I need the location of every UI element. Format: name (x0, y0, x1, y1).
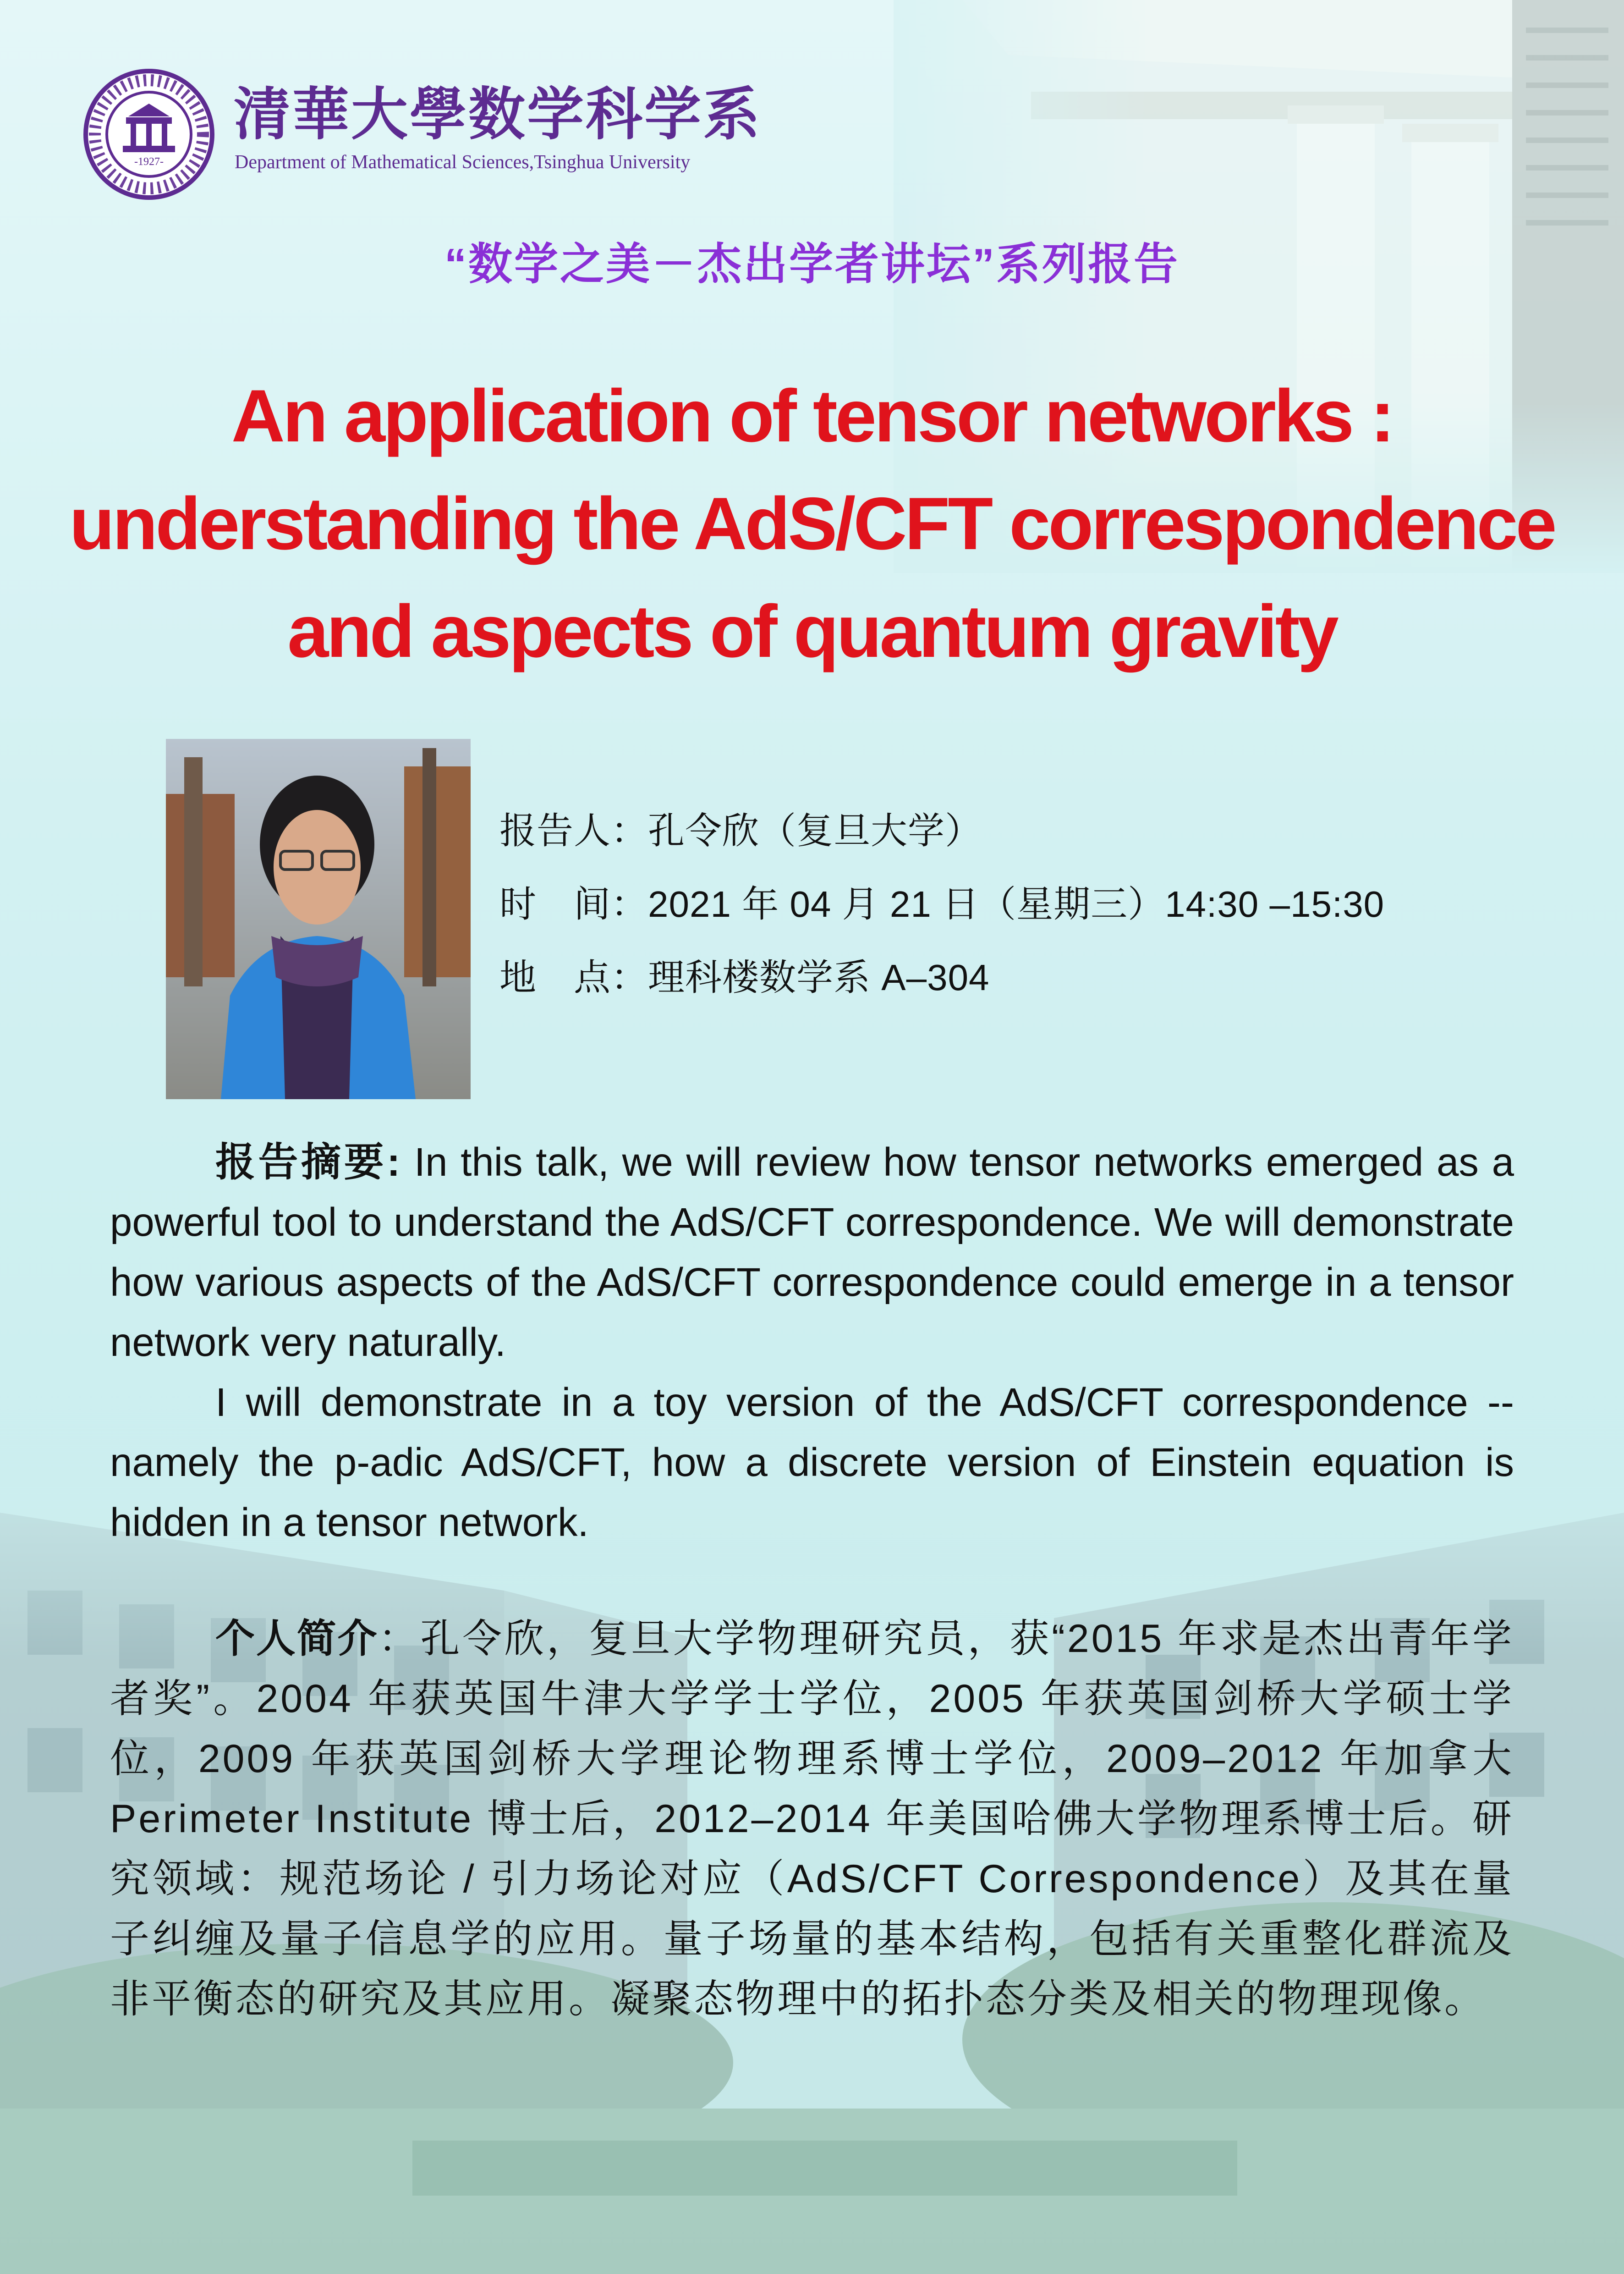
bio-section (110, 1609, 1514, 2029)
bio-text: ：孔令欣，复旦大学物理研究员，获“2015 年求是杰出青年学者奖”。2004 年获英国牛津大学学士学位，2005 年获英国剑桥大学硕士学位，2009 年获英国剑桥大学理论物理系博士学位，2009–2012 年加拿大 Perimeter Institute 博士后，2012–2014 年美国哈佛大学物理系博士后。研究领域：规范场论 / 引力场论对应（AdS/CFT Correspondence）及其在量子纠缠及量子信息学的应用。量子场量的基本结构，包括有关重整化群流及非平衡态的研究及其应用。凝聚态物理中的拓扑态分类及相关的物理现像。 (110, 1617, 1514, 2021)
abstract-text-2: I will demonstrate in a toy version of the AdS/CFT correspondence -- namely the p-adic AdS/CFT, how a discrete version of Einstein equation is hidden in a tensor network. (110, 1380, 1514, 1545)
abstract-label: 报告摘要: (215, 1140, 401, 1184)
abstract-paragraph-1 (110, 1132, 1514, 1372)
lecture-series-title: “数学之美－杰出学者讲坛”系列报告 (444, 240, 1180, 289)
place-label: 地 点： (499, 957, 648, 998)
speaker-info (499, 801, 982, 854)
speaker-photo (166, 739, 471, 1099)
department-name-cn: 清華大學数学科学系 (234, 81, 762, 148)
time-label: 时 间： (499, 884, 648, 925)
speaker-value: 孔令欣（复旦大学） (648, 810, 982, 851)
title-line-3: and aspects of quantum gravity (287, 590, 1337, 673)
abstract-section (110, 1132, 1514, 1553)
abstract-text-1: In this talk, we will review how tensor networks emerged as a powerful tool to understand the AdS/CFT correspondence. We will demonstrate how various aspects of the AdS/CFT correspondence could emerge in a tensor network very naturally. (110, 1140, 1514, 1365)
time-info (499, 875, 1384, 927)
place-info (499, 948, 990, 1001)
talk-title (69, 362, 1555, 685)
bio-paragraph (110, 1609, 1514, 2029)
speaker-label: 报告人： (499, 810, 648, 851)
abstract-paragraph-2 (110, 1372, 1514, 1553)
title-line-1: An application of tensor networks : (231, 374, 1393, 457)
place-value: 理科楼数学系 A–304 (648, 957, 990, 998)
tsinghua-seal-logo (82, 68, 215, 201)
title-line-2: understanding the AdS/CFT correspondence (69, 482, 1555, 565)
time-value: 2021 年 04 月 21 日（星期三）14:30 –15:30 (648, 884, 1385, 925)
department-name-en: Department of Mathematical Sciences,Tsinghua University (235, 152, 691, 173)
seal-year: -1927- (134, 156, 164, 168)
bio-label: 个人简介 (215, 1617, 379, 1661)
